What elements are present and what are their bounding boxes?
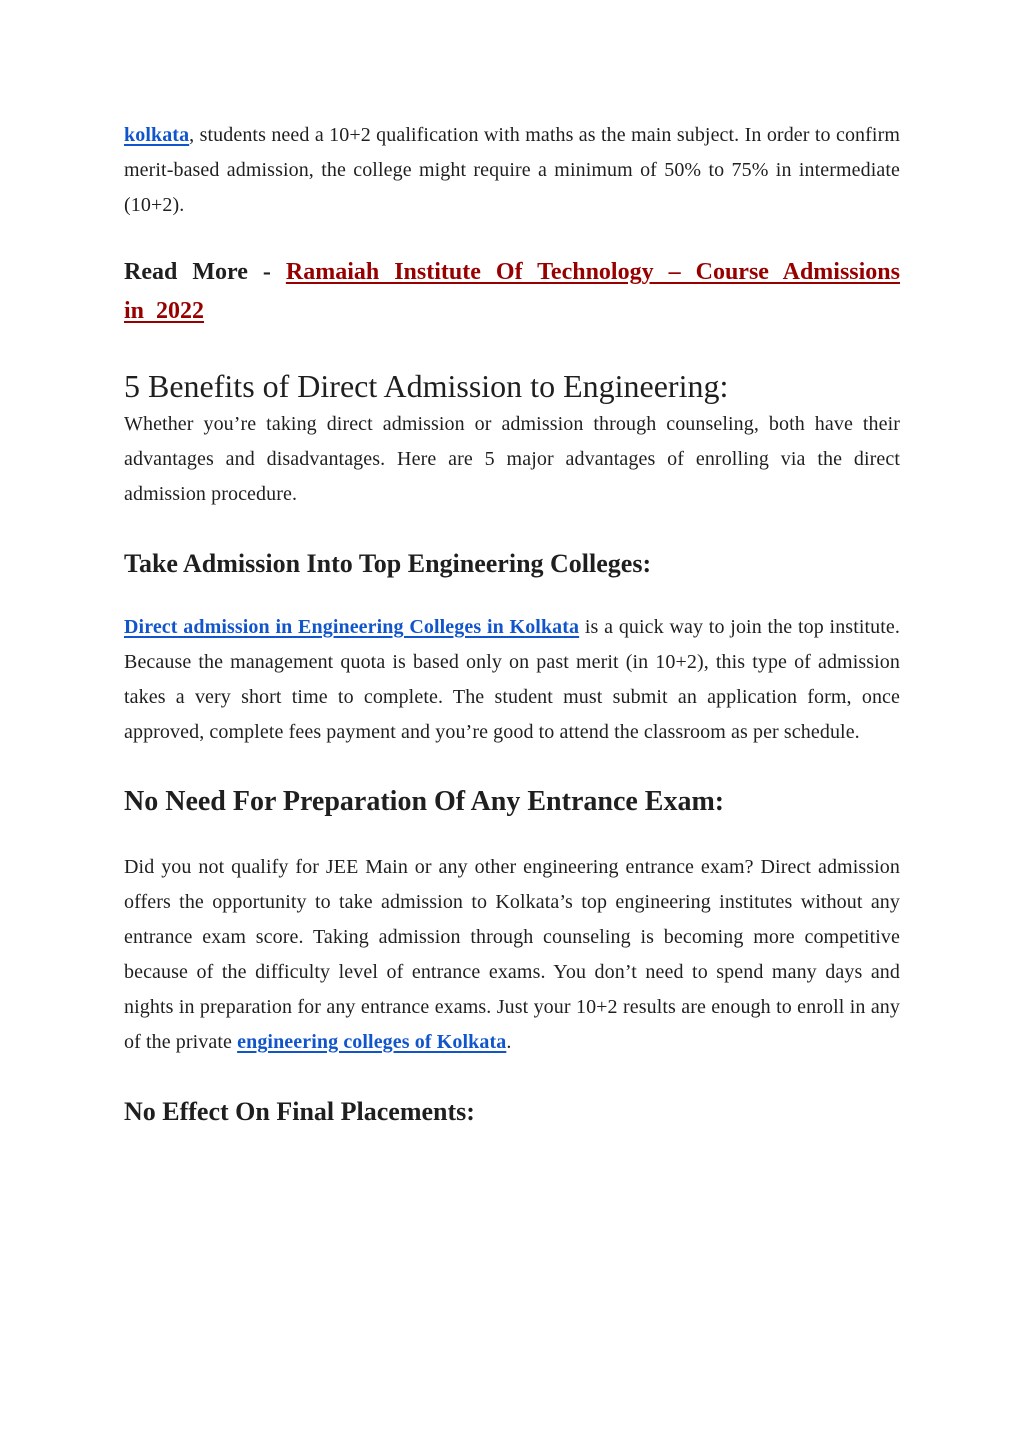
ramaiah-institute-link[interactable]: Ramaiah Institute Of Technology – Course Admissions in 2022 xyxy=(124,259,900,324)
direct-admission-link[interactable]: Direct admission in Engineering Colleges in Kolkata xyxy=(124,616,580,638)
document-page xyxy=(124,118,900,1130)
benefit-1-title: Take Admission Into Top Engineering Colleges: xyxy=(124,549,652,578)
read-more-line xyxy=(124,253,900,331)
section-title: 5 Benefits of Direct Admission to Engineering: xyxy=(124,368,729,404)
benefit-2-text-before: Did you not qualify for JEE Main or any other engineering entrance exam? Direct admission offers the opportunity to take admission to Kolkata’s top engineering institutes without any entrance exam score. Taking admission through counseling is becoming more competitive because of the difficulty level of entrance exams. You don’t need to spend many days and nights in preparation for any entrance exams. Just your 10+2 results are enough to enroll in any of the private xyxy=(124,856,900,1053)
benefit-2-title: No Need For Preparation Of Any Entrance Exam: xyxy=(124,786,725,817)
kolkata-link[interactable]: kolkata xyxy=(124,124,190,146)
read-more-label: Read More - xyxy=(124,259,286,285)
section-paragraph: Whether you’re taking direct admission or admission through counseling, both have their advantages and disadvantages. Here are 5 major advantages of enrolling via the direct admission procedure. xyxy=(124,413,900,505)
benefit-3-title: No Effect On Final Placements: xyxy=(124,1097,475,1126)
engineering-colleges-link[interactable]: engineering colleges of Kolkata xyxy=(237,1031,507,1053)
benefit-2-text-after: . xyxy=(506,1031,512,1053)
benefit-2-paragraph xyxy=(124,850,900,1060)
benefit-1-paragraph xyxy=(124,610,900,750)
intro-text: , students need a 10+2 qualification with maths as the main subject. In order to confirm merit-based admission, the college might require a minimum of 50% to 75% in intermediate (10+2). xyxy=(124,124,900,216)
benefit-1-text: is a quick way to join the top institute. Because the management quota is based only on past merit (in 10+2), this type of admission takes a very short time to complete. The student must submit an application form, once approved, complete fees payment and you’re good to attend the classroom as per schedule. xyxy=(124,616,900,743)
intro-paragraph xyxy=(124,118,900,223)
